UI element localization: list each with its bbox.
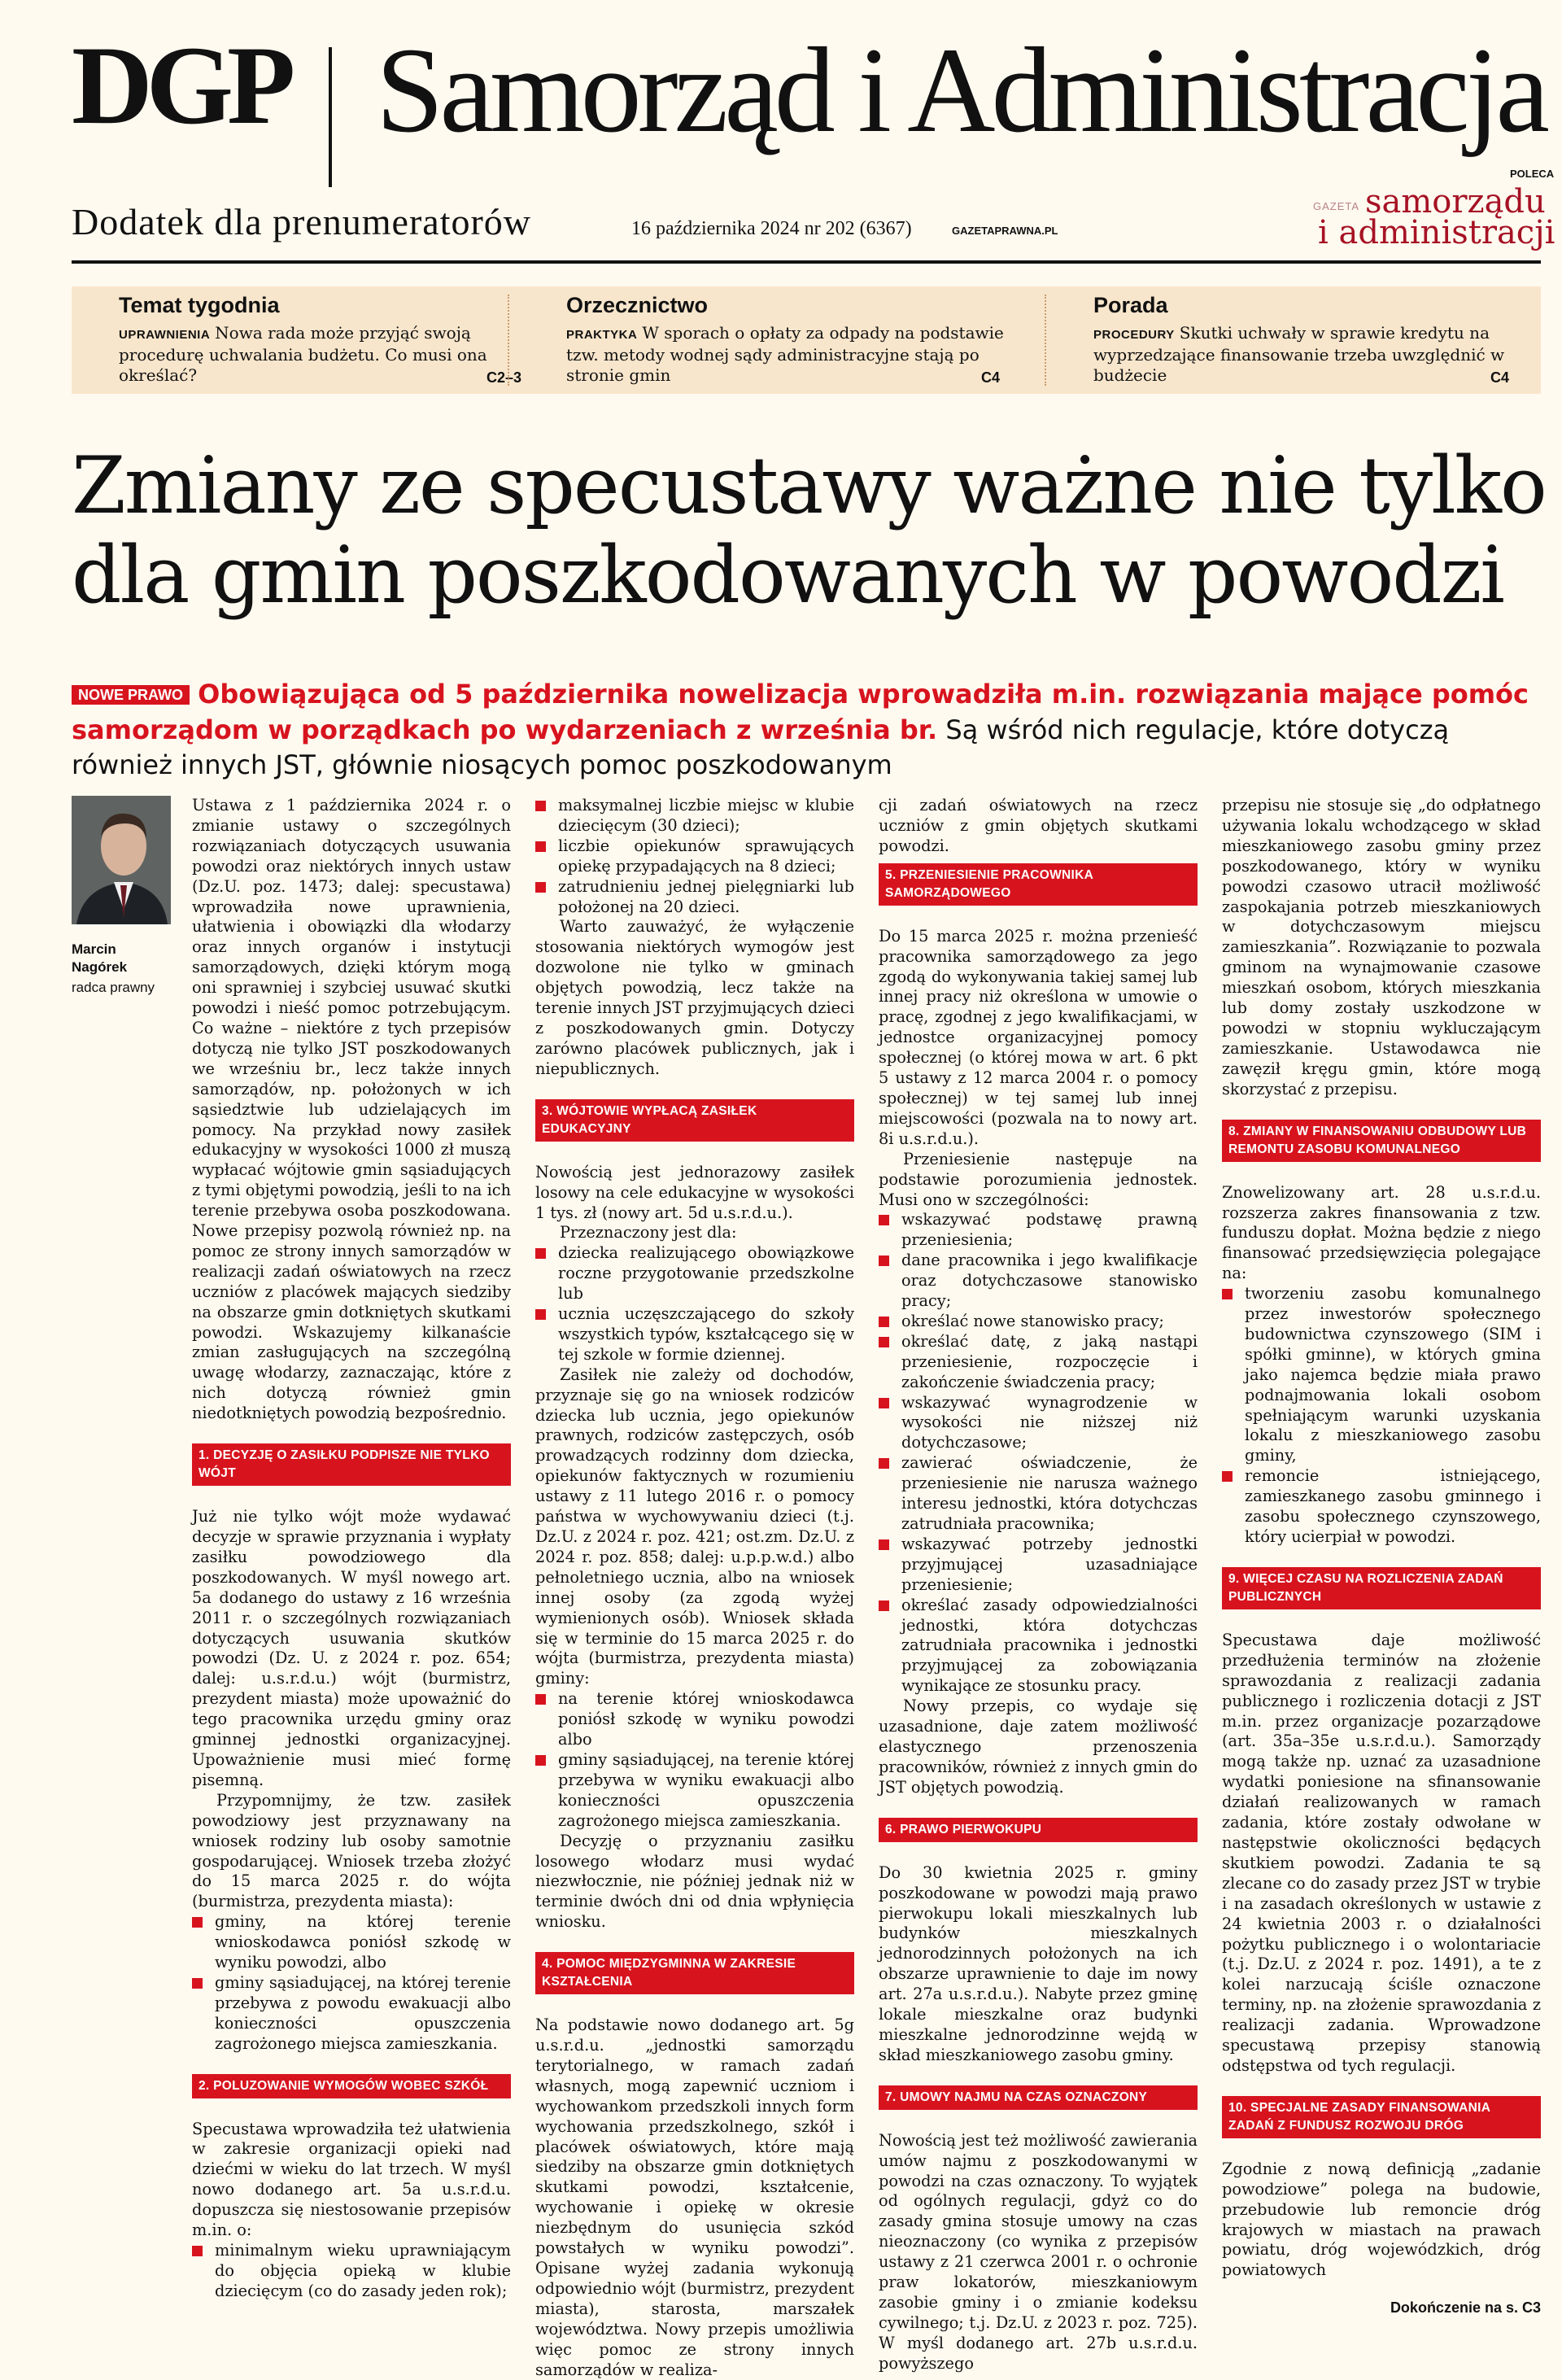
- teaser-porada[interactable]: [1093, 286, 1516, 394]
- list-item: wskazywać wynagrodzenie w wysokości nie niższej niż dotychczasowe;: [879, 1393, 1198, 1454]
- headline-line: Zmiany ze specustawy ważne nie tylko: [72, 440, 1546, 531]
- list-item: liczbie opiekunów sprawujących opiekę przypadających na 8 dzieci;: [535, 836, 854, 877]
- supplement-title: Samorząd i Administracja: [376, 23, 1546, 158]
- paragraph: przepisu nie stosuje się „do odpłatnego używania lokalu wchodzącego w skład mieszkaniowego zasobu gminy przez poszkodowanego, który w wyniku powodzi czasowo utracił możliwość zaspokajania potrzeb mieszkaniowych w dotychczasowym miejscu zamieszkania”. Rozwiązanie to pozwala gminom na wynajmowanie czasowe mieszkań osobom, których mieszkania lub domy zostały uszkodzone w powodzi w stopniu wykluczającym zamieszkanie. Ustawodawca nie zawęził kręgu gmin, które mogą skorzystać z przepisu.: [1222, 796, 1541, 1098]
- section-heading: 3. WÓJTOWIE WYPŁACĄ ZASIŁEK EDUKACYJNY: [535, 1099, 854, 1142]
- list-item: minimalnym wieku uprawniającym do objęcia opieką w klubie dziecięcym (co do zasady jeden rok);: [192, 2241, 511, 2302]
- article-headline: [72, 441, 1552, 620]
- teaser-separator: [1045, 295, 1046, 386]
- author-photo: [72, 796, 171, 924]
- list-item: wskazywać podstawę prawną przeniesienia;: [879, 1210, 1198, 1251]
- bullet-list: [192, 2241, 511, 2302]
- promo-gazeta-label: GAZETA: [1313, 200, 1360, 212]
- supplement-subtitle: Dodatek dla prenumeratorów: [72, 201, 532, 242]
- paragraph: Zgodnie z nową definicją „zadanie powodziowe” polega na budowie, przebudowie lub remoncie dróg krajowych w miastach na prawach powiatu, dróg wojewódzkich, dróg powiatowych: [1222, 2159, 1541, 2280]
- list-item: gminy, na której terenie wnioskodawca poniósł szkodę w wyniku powodzi, albo: [192, 1912, 511, 1973]
- article-column-4: [1222, 796, 1541, 2317]
- poleca-label: POLECA: [1510, 168, 1555, 180]
- author-role: radca prawny: [72, 980, 155, 995]
- teaser-separator: [508, 295, 509, 386]
- teaser-text: W sporach o opłaty za odpady na podstawie tzw. metody wodnej sądy administracyjne stają po stronie gmin: [566, 323, 1004, 385]
- bullet-list: [535, 1689, 854, 1831]
- paragraph: Specustawa wprowadziła też ułatwienia w zakresie organizacji opieki nad dziećmi w wieku do lat trzech. W myśl nowo dodanego art. 5a u.s.r.d.u. dopuszcza się niestosowanie przepisów m.in. o:: [192, 2119, 511, 2240]
- list-item: dane pracownika i jego kwalifikacje oraz dotychczasowe stanowisko pracy;: [879, 1251, 1198, 1312]
- bullet-list: [535, 1243, 854, 1365]
- list-item: określać nowe stanowisko pracy;: [879, 1312, 1198, 1332]
- paragraph: Znowelizowany art. 28 u.s.r.d.u. rozszerza zakres finansowania z tzw. funduszu dopłat. Można będzie z niego finansować przedsięwzięcia polegające na:: [1222, 1182, 1541, 1283]
- paragraph: Nowością jest jednorazowy zasiłek losowy na cele edukacyjne w wysokości 1 tys. zł (nowy art. 5d u.s.r.d.u.).: [535, 1162, 854, 1222]
- list-item: tworzeniu zasobu komunalnego przez inwestorów społecznego budownictwa czynszowego (SIM i spółki gminne), w których gmina jako najemca będzie miała prawo podnajmowania lokali osobom spełniającym warunki uzyskania lokalu z mieszkaniowego zasobu gminy,: [1222, 1284, 1541, 1466]
- paragraph: Zasiłek nie zależy od dochodów, przyznaje się go na wniosek rodziców dziecka lub ucznia, jego opiekunów prawnych, rodziców zastępczych, osób prowadzących rodzinny dom dziecka, opiekunów faktycznych w rozumieniu ustawy z 11 lutego 2016 r. o pomocy państwa w wychowywaniu dzieci (t.j. Dz.U. z 2024 r. poz. 421; ost.zm. Dz.U. z 2024 r. poz. 858; dalej: u.p.p.w.d.) albo pełnoletniego ucznia, albo na wniosek innej osoby (za zgodą wyżej wymienionych osób). Wniosek składa się w terminie do 15 marca 2025 r. do wójta (burmistrza, prezydenta miasta) gminy:: [535, 1365, 854, 1688]
- logo-dgp: DGP: [72, 23, 290, 147]
- site-url[interactable]: GAZETAPRAWNA.PL: [952, 225, 1058, 237]
- issue-date: 16 października 2024 nr 202 (6367): [631, 218, 912, 239]
- list-item: gminy sąsiadującej, na terenie której przebywa w wyniku ewakuacji albo konieczności opuszczenia zagrożonego miejsca zamieszkania.: [535, 1750, 854, 1832]
- teaser-page-ref: C4: [1490, 369, 1510, 386]
- list-item: maksymalnej liczbie miejsc w klubie dziecięcym (30 dzieci);: [535, 796, 854, 836]
- list-item: wskazywać potrzeby jednostki przyjmującej uzasadniające przeniesienie;: [879, 1535, 1198, 1596]
- section-heading: 4. POMOC MIĘDZYGMINNA W ZAKRESIE KSZTAŁCENIA: [535, 1952, 854, 1994]
- paragraph: Decyzję o przyznaniu zasiłku losowego włodarz musi wydać niezwłocznie, nie później jednak niż w terminie dwóch dni od dnia wpłynięcia wniosku.: [535, 1831, 854, 1932]
- teaser-heading: Porada: [1093, 293, 1168, 317]
- section-heading: 1. DECYZJĘ O ZASIŁKU PODPISZE NIE TYLKO WÓJT: [192, 1443, 511, 1486]
- bullet-list: [535, 796, 854, 917]
- paragraph: Do 15 marca 2025 r. można przenieść pracownika samorządowego za jego zgodą do wykonywania takiej samej lub innej pracy niż określona w umowie o pracę, zgodnej z jego kwalifikacjami, w jednostce organizacyjnej pomocy społecznej (o której mowa w art. 6 pkt 5 ustawy z 12 marca 2004 r. o pomocy społecznej) w tej samej lub innej miejscowości (pozwala na to nowy art. 8i u.s.r.d.u.).: [879, 926, 1198, 1148]
- paragraph: Przeniesienie następuje na podstawie porozumienia jednostek. Musi ono w szczególności:: [879, 1149, 1198, 1209]
- section-heading: 2. POLUZOWANIE WYMOGÓW WOBEC SZKÓŁ: [192, 2074, 511, 2098]
- teaser-strip: [72, 286, 1541, 394]
- teaser-page-ref: C4: [981, 369, 1001, 386]
- bullet-list: [1222, 1284, 1541, 1548]
- teaser-page-ref: C2–3: [486, 369, 522, 386]
- lead-badge: NOWE PRAWO: [72, 685, 190, 705]
- teaser-kicker: PRAKTYKA: [566, 328, 638, 342]
- paragraph: Do 30 kwietnia 2025 r. gminy poszkodowane w powodzi mają prawo pierwokupu lokali mieszkalnych lub budynków mieszkalnych jednorodzinnych położonych na ich obszarze uprawnienie to daje im nowy art. 27a u.s.r.d.u.). Nabyte przez gminę lokale mieszkalne oraz budynki mieszkalne jednorodzinne wejdą w skład mieszkaniowego zasobu gminy.: [879, 1863, 1198, 2064]
- list-item: określać zasady odpowiedzialności jednostki, która dotychczas zatrudniała pracownika i jednostki przyjmującej za zobowiązania wynikające ze stosunku pracy.: [879, 1596, 1198, 1697]
- promo-logo-line2: i administracji: [1318, 214, 1555, 251]
- lead-text: Są wśród nich regulacje, które dotyczą również innych JST, głównie niosących pomoc poszkodowanym: [72, 714, 1450, 780]
- section-heading: 10. SPECJALNE ZASADY FINANSOWANIA ZADAŃ Z FUNDUSZ ROZWOJU DRÓG: [1222, 2096, 1541, 2138]
- section-heading: 7. UMOWY NAJMU NA CZAS OZNACZONY: [879, 2085, 1198, 2110]
- paragraph: Nowością jest też możliwość zawierania umów najmu z poszkodowanymi w powodzi na czas oznaczony. To wyjątek od ogólnych regulacji, gdyż co do zasady gmina stosuje umowy na czas nieoznaczony (co wynika z przepisów ustawy z 21 czerwca 2001 r. o ochronie praw lokatorów, mieszkaniowym zasobie gminy i o zmianie kodeksu cywilnego; t.j. Dz.U. z 2023 r. poz. 725). W myśl dodanego art. 27b u.s.r.d.u. powyższego: [879, 2130, 1198, 2373]
- author-name: Marcin Nagórek: [72, 941, 128, 975]
- paragraph: Przeznaczony jest dla:: [560, 1223, 737, 1242]
- bullet-list: [192, 1912, 511, 2054]
- section-heading: 8. ZMIANY W FINANSOWANIU ODBUDOWY LUB REMONTU ZASOBU KOMUNALNEGO: [1222, 1120, 1541, 1162]
- section-heading: 9. WIĘCEJ CZASU NA ROZLICZENIA ZADAŃ PUBLICZNYCH: [1222, 1567, 1541, 1609]
- section-heading: 6. PRAWO PIERWOKUPU: [879, 1818, 1198, 1842]
- paragraph: Nowy przepis, co wydaje się uzasadnione, daje zatem możliwość elastycznego przenoszenia pracowników, również z innych gmin do JST objętych powodzią.: [879, 1697, 1198, 1797]
- list-item: gminy sąsiadującej, na której terenie przebywa z powodu ewakuacji albo konieczności opuszczenia zagrożonego miejsca zamieszkania.: [192, 1973, 511, 2055]
- bullet-list: [879, 1210, 1198, 1697]
- list-item: na terenie której wnioskodawca poniósł szkodę w wyniku powodzi albo: [535, 1689, 854, 1750]
- teaser-kicker: UPRAWNIENIA: [119, 328, 211, 342]
- article-column-2: [535, 796, 854, 2380]
- headline-line: dla gmin poszkodowanych w powodzi: [72, 530, 1503, 621]
- paragraph: Już nie tylko wójt może wydawać decyzje w sprawie przyznania i wypłaty zasiłku powodziowego dla poszkodowanych. W myśl nowego art. 5a dodanego do ustawy z 16 września 2011 r. o szczególnych rozwiązaniach dotyczących usuwania skutków powodzi (Dz. U. z 2024 r. poz. 654; dalej: u.s.r.d.u.) wójt (burmistrz, prezydent miasta) może upoważnić do tego pracownika urzędu gminy oraz gminnej jednostki organizacyjnej. Upoważnienie musi mieć formę pisemną.: [192, 1507, 511, 1789]
- article-column-3: [879, 796, 1198, 2374]
- list-item: remoncie istniejącego, zamieszkanego zasobu gminnego i zasobu społecznego czynszowego, który ucierpiał w powodzi.: [1222, 1466, 1541, 1548]
- list-item: określać datę, z jaką nastąpi przeniesienie, rozpoczęcie i zakończenie świadczenia pracy;: [879, 1332, 1198, 1393]
- lead-highlight: Obowiązująca od 5 października nowelizacja wprowadziła m.in. rozwiązania mające pomóc samorządom w porządkach po wydarzeniach z września br.: [72, 679, 1529, 745]
- article-lead: [72, 677, 1552, 783]
- paragraph: Na podstawie nowo dodanego art. 5g u.s.r.d.u. „jednostki samorządu terytorialnego, w ramach zadań własnych, mogą zapewnić uczniom i wychowankom przedszkoli innych form wychowania przedszkolnego, szkół i placówek oświatowych, które mają siedziby na obszarze gmin dotkniętych skutkami powodzi, kształcenie, wychowanie i opiekę w okresie niezbędnym do usunięcia szkód powstałych w wyniku powodzi”. Opisane wyżej zadania wykonują odpowiednio wójt (burmistrz, prezydent miasta), starosta, marszałek województwa. Nowy przepis umożliwia więc pomoc ze strony innych samorządów w realiza-: [535, 2015, 854, 2379]
- promo-logo-line1: samorządu: [1365, 183, 1546, 221]
- list-item: ucznia uczęszczającego do szkoły wszystkich typów, kształcącego się w tej szkole w formie dziennej.: [535, 1304, 854, 1365]
- teaser-heading: Temat tygodnia: [119, 293, 280, 317]
- masthead-divider: [329, 47, 332, 187]
- teaser-kicker: PROCEDURY: [1093, 328, 1175, 342]
- paragraph: cji zadań oświatowych na rzecz uczniów z gmin objętych skutkami powodzi.: [879, 796, 1198, 855]
- paragraph: Specustawa daje możliwość przedłużenia terminów na złożenie sprawozdania z realizacji zadania publicznego i rozliczenia dotacji z JST m.in. przez organizacje pozarządowe (art. 35a–35e u.s.r.d.u.). Samorządy mogą także np. uznać za uzasadnione wydatki poniesione na sfinansowanie działań realizowanych w ramach zadania, które zostały odwołane w następstwie okoliczności będących skutkiem powodzi. Zadania te są zlecane co do zasady przez JST w trybie i na zasadach określonych w ustawie z 24 kwietnia 2003 r. o działalności pożytku publicznego i o wolontariacie (t.j. Dz.U. z 2024 r. poz. 1491), a te z kolei narzucają ściśle oznaczone terminy, np. na złożenie sprawozdania z realizacji zadania. Wprowadzone specustawą przepisy stanowią odstępstwa od tych regulacji.: [1222, 1630, 1541, 2075]
- teaser-text: Nowa rada może przyjąć swoją procedurę uchwalania budżetu. Co musi ona określać?: [119, 323, 487, 385]
- list-item: zatrudnieniu jednej pielęgniarki lub położonej na 20 dzieci.: [535, 877, 854, 918]
- teaser-orzecznictwo[interactable]: [566, 286, 1006, 394]
- teaser-temat-tygodnia[interactable]: [119, 286, 526, 394]
- teaser-heading: Orzecznictwo: [566, 293, 709, 317]
- paragraph: Ustawa z 1 października 2024 r. o zmianie ustawy o szczególnych rozwiązaniach dotyczących usuwania powodzi oraz niektórych innych ustaw (Dz.U. poz. 1473; dalej: specustawa) wprowadziła nowe uprawnienia, ułatwienia i obowiązki dla włodarzy oraz innych organów i instytucji samorządowych, dzięki którym mogą oni sprawniej i szybciej usuwać skutki powodzi i nieść pomoc potrzebującym. Co ważne – niektóre z tych przepisów dotyczą nie tylko JST poszkodowanych we wrześniu br., lecz także innych samorządów, np. położonych w ich sąsiedztwie lub udzielających im pomocy. Na przykład nowy zasiłek edukacyjny w wysokości 1000 zł muszą wypłacać wójtowie gmin sąsiadujących z tymi objętymi powodzią, jeśli to na ich terenie przebywa osoba poszkodowana. Nowe przepisy pozwolą również np. na pomoc ze strony innych samorządów w realizacji zadań oświatowych na rzecz uczniów z placówek mających siedziby na obszarze gmin dotkniętych skutkami powodzi. Wskazujemy kilkanaście zmian zasługujących na szczególną uwagę włodarzy, zaznaczając, które z nich dotyczą również gmin niedotkniętych powodzią bezpośrednio.: [192, 796, 511, 1423]
- continued-link[interactable]: Dokończenie na s. C3: [1390, 2299, 1541, 2317]
- masthead-rule: [72, 260, 1541, 264]
- article-column-1: [192, 796, 511, 2302]
- section-heading: 5. PRZENIESIENIE PRACOWNIKA SAMORZĄDOWEGO: [879, 863, 1198, 906]
- paragraph: Przypomnijmy, że tzw. zasiłek powodziowy jest przyznawany na wniosek rodziny lub osoby samotnie gospodarującej. Wniosek trzeba złożyć do 15 marca 2025 r. do wójta (burmistrza, prezydenta miasta):: [192, 1790, 511, 1911]
- list-item: zawierać oświadczenie, że przeniesienie nie narusza ważnego interesu jednostki, która dotychczas zatrudniała pracownika;: [879, 1453, 1198, 1535]
- paragraph: Warto zauważyć, że wyłączenie stosowania niektórych wymogów jest dozwolone nie tylko w gminach objętych powodzią, lecz także na terenie innych JST przyjmujących dzieci z poszkodowanych gmin. Dotyczy zarówno placówek publicznych, jak i niepublicznych.: [535, 917, 854, 1078]
- list-item: dziecka realizującego obowiązkowe roczne przygotowanie przedszkolne lub: [535, 1243, 854, 1304]
- teaser-text: Skutki uchwały w sprawie kredytu na wyprzedzające finansowanie trzeba uwzględnić w budżecie: [1093, 323, 1505, 385]
